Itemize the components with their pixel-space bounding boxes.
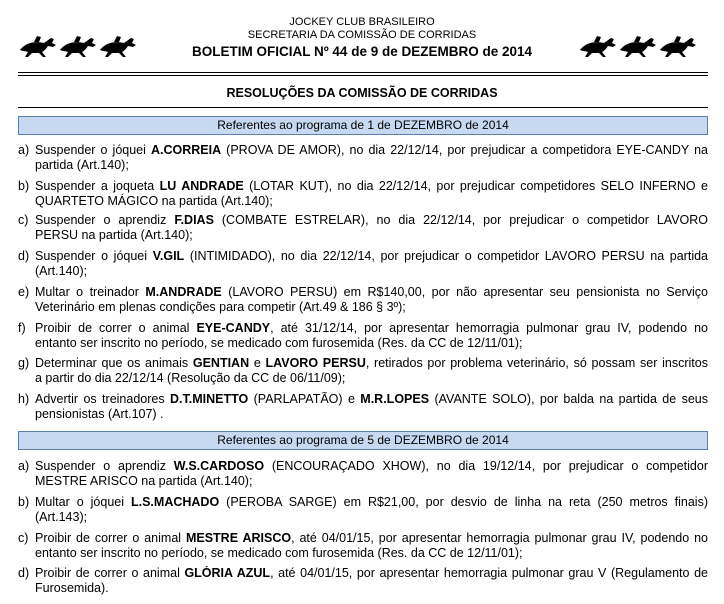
item-text xyxy=(35,356,708,386)
item-line: Suspender o aprendiz F.DIAS (COMBATE ESTRELAR), no dia 22/12/14, por prejudicar o competidor LAVORO xyxy=(35,213,708,227)
item-letter: h) xyxy=(18,392,30,406)
item-line: Suspender o jóquei A.CORREIA (PROVA DE AMOR), no dia 22/12/14, por prejudicar a competidora EYE-CANDY na xyxy=(35,143,708,157)
item-line: Suspender a joqueta LU ANDRADE (LOTAR KUT), no dia 22/12/14, por prejudicar competidores SELO INFERNO e xyxy=(35,179,708,193)
item-letter: c) xyxy=(18,531,29,545)
item-line: Advertir os treinadores D.T.MINETTO (PARLAPATÃO) e M.R.LOPES (AVANTE SOLO), por balda na partida de seus xyxy=(35,392,708,406)
highlighted-name: F.DIAS xyxy=(174,213,214,227)
highlighted-name: LAVORO PERSU xyxy=(265,356,366,370)
highlighted-name: D.T.MINETTO xyxy=(170,392,249,406)
highlighted-name: LU ANDRADE xyxy=(159,179,244,193)
highlighted-name: M.R.LOPES xyxy=(360,392,430,406)
item-line: (Art.140); xyxy=(35,264,88,278)
item-line: Determinar que os animais GENTIAN e LAVORO PERSU, retirados por problema veterinário, só possam ser inscritos xyxy=(35,356,708,370)
section-divider xyxy=(18,107,708,108)
highlighted-name: W.S.CARDOSO xyxy=(173,459,265,473)
highlighted-name: V.GIL xyxy=(152,249,185,263)
org-name: JOCKEY CLUB BRASILEIRO xyxy=(289,16,435,28)
item-line: Suspender o aprendiz W.S.CARDOSO (ENCOURAÇADO XHOW), no dia 19/12/14, por prejudicar o competidor xyxy=(35,459,708,473)
item-text xyxy=(35,143,708,173)
item-letter: e) xyxy=(18,285,30,299)
department-name: SECRETARIA DA COMISSÃO DE CORRIDAS xyxy=(247,29,477,41)
header-divider xyxy=(18,72,708,73)
item-text xyxy=(35,213,708,243)
racing-horses-icon xyxy=(18,30,146,58)
item-text xyxy=(35,459,708,489)
item-line: Proibir de correr o animal EYE-CANDY, até 31/12/14, por apresentar hemorragia pulmonar grau IV, podendo no xyxy=(35,321,708,335)
item-letter: a) xyxy=(18,143,30,157)
bulletin-title: BOLETIM OFICIAL Nº 44 de 9 de DEZEMBRO de 2014 xyxy=(192,44,532,59)
highlighted-name: M.ANDRADE xyxy=(145,285,222,299)
item-line: Proibir de correr o animal GLÓRIA AZUL, até 04/01/15, por apresentar hemorragia pulmonar grau V (Regulamento de xyxy=(35,566,708,580)
item-line: a partir do dia 22/12/14 (Resolução da CC de 06/11/09); xyxy=(35,371,346,385)
item-letter: c) xyxy=(18,213,29,227)
item-line: entanto ser inscrito no período, se medicado com furosemida (Res. da CC de 12/11/01); xyxy=(35,336,523,350)
highlighted-name: A.CORREIA xyxy=(150,143,222,157)
item-line: Proibir de correr o animal MESTRE ARISCO, até 04/01/15, por apresentar hemorragia pulmonar grau IV, podendo no xyxy=(35,531,708,545)
highlighted-name: MESTRE ARISCO xyxy=(185,531,292,545)
item-letter: b) xyxy=(18,179,30,193)
highlighted-name: EYE-CANDY xyxy=(196,321,271,335)
highlighted-name: GLÓRIA AZUL xyxy=(184,566,271,580)
highlighted-name: L.S.MACHADO xyxy=(130,495,220,509)
item-line: entanto ser inscrito no período, se medicado com furosemida (Res. da CC de 12/11/01); xyxy=(35,546,523,560)
highlighted-name: GENTIAN xyxy=(192,356,250,370)
item-letter: d) xyxy=(18,249,30,263)
item-letter: a) xyxy=(18,459,30,473)
item-text xyxy=(35,179,708,209)
item-line: Suspender o jóquei V.GIL (INTIMIDADO), no dia 22/12/14, por prejudicar o competidor LAVORO PERSU na partida xyxy=(35,249,708,263)
item-line: pensionistas (Art.107) . xyxy=(35,407,164,421)
item-letter: b) xyxy=(18,495,30,509)
header-divider xyxy=(18,75,708,76)
item-text xyxy=(35,566,708,596)
item-line: partida (Art.140); xyxy=(35,158,129,172)
item-text xyxy=(35,531,708,561)
racing-horses-icon xyxy=(578,30,706,58)
item-line: Veterinário em plenas condições para competir (Art.49 & 186 § 3º); xyxy=(35,300,406,314)
item-line: Furosemida). xyxy=(35,581,109,595)
item-text xyxy=(35,249,708,279)
item-line: QUARTETO MÁGICO na partida (Art.140); xyxy=(35,194,273,208)
item-text xyxy=(35,321,708,351)
item-letter: f) xyxy=(18,321,26,335)
item-line: Multar o jóquei L.S.MACHADO (PEROBA SARGE) em R$21,00, por desvio de linha na reta (250 metros finais) xyxy=(35,495,708,509)
item-text xyxy=(35,285,708,315)
program-header-band: Referentes ao programa de 1 de DEZEMBRO de 2014 xyxy=(18,116,708,135)
item-text xyxy=(35,495,708,525)
item-text xyxy=(35,392,708,422)
item-letter: g) xyxy=(18,356,30,370)
item-letter: d) xyxy=(18,566,30,580)
item-line: Multar o treinador M.ANDRADE (LAVORO PERSU) em R$140,00, por não apresentar seu pensionista no Serviço xyxy=(35,285,708,299)
item-line: (Art.143); xyxy=(35,510,88,524)
section-title: RESOLUÇÕES DA COMISSÃO DE CORRIDAS xyxy=(226,86,498,100)
item-line: PERSU na partida (Art.140); xyxy=(35,228,193,242)
program-header-band: Referentes ao programa de 5 de DEZEMBRO de 2014 xyxy=(18,431,708,450)
item-line: MESTRE ARISCO na partida (Art.140); xyxy=(35,474,253,488)
